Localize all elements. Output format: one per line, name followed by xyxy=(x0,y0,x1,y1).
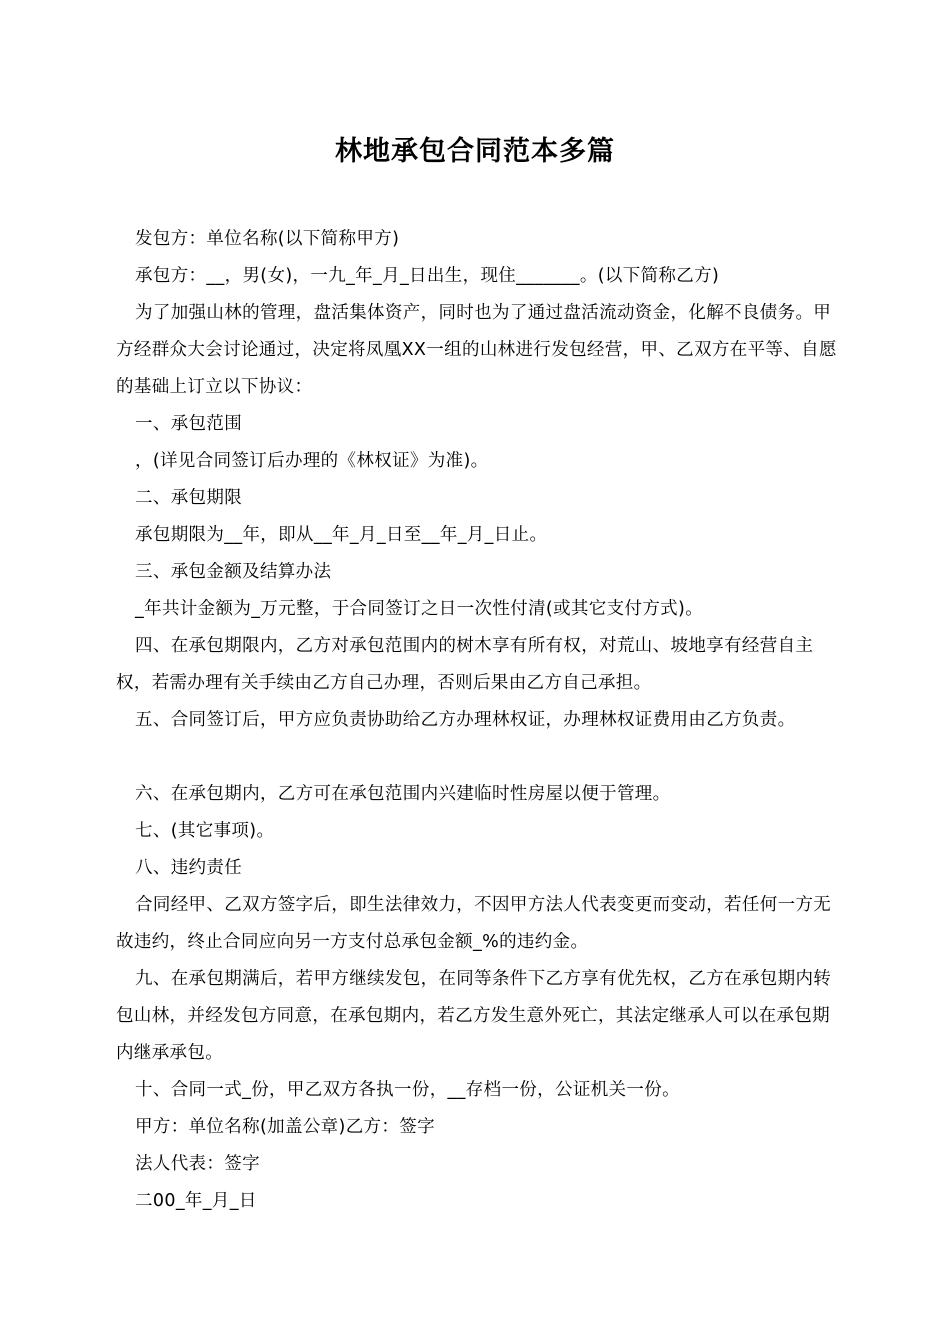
paragraph-clause-4: 四、在承包期限内，乙方对承包范围内的树木享有所有权，对荒山、坡地享有经营自主权，若需办理有关手续由乙方自己办理，否则后果由乙方自己承担。 xyxy=(116,636,814,693)
paragraph-preamble: 为了加强山林的管理，盘活集体资产，同时也为了通过盘活流动资金，化解不良债务。甲方经群众大会讨论通过，决定将凤凰XX一组的山林进行发包经营，甲、乙双方在平等、自愿的基础上订立以下协议： xyxy=(116,303,837,397)
paragraph-scope: ，(详见合同签订后办理的《林权证》为准)。 xyxy=(135,451,489,471)
paragraph-contractor: 承包方：__，男(女)，一九_年_月_日出生，现住_______。(以下简称乙方) xyxy=(135,266,720,286)
paragraph-clause-6: 六、在承包期内，乙方可在承包范围内兴建临时性房屋以便于管理。 xyxy=(135,784,671,804)
paragraph-clause-5: 五、合同签订后，甲方应负责协助给乙方办理林权证，办理林权证费用由乙方负责。 xyxy=(135,710,796,730)
document-title: 林地承包合同范本多篇 xyxy=(335,136,615,167)
paragraph-payment: _年共计金额为_万元整，于合同签订之日一次性付清(或其它支付方式)。 xyxy=(135,599,704,619)
section-heading-payment: 三、承包金额及结算办法 xyxy=(135,562,332,582)
paragraph-term: 承包期限为__年，即从__年_月_日至__年_月_日止。 xyxy=(135,525,548,545)
paragraph-liability: 合同经甲、乙双方签字后，即生法律效力，不因甲方法人代表变更而变动，若任何一方无故违约，终止合同应向另一方支付总承包金额_%的违约金。 xyxy=(116,895,832,952)
paragraph-issuer: 发包方：单位名称(以下简称甲方) xyxy=(135,229,400,249)
paragraph-clause-9: 九、在承包期满后，若甲方继续发包，在同等条件下乙方享有优先权，乙方在承包期内转包山林，并经发包方同意，在承包期内，若乙方发生意外死亡，其法定继承人可以在承包期内继承承包。 xyxy=(116,969,832,1063)
signature-parties: 甲方：单位名称(加盖公章)乙方：签字 xyxy=(135,1117,435,1137)
section-heading-liability: 八、违约责任 xyxy=(135,858,243,878)
paragraph-clause-7: 七、(其它事项)。 xyxy=(135,821,275,841)
section-heading-term: 二、承包期限 xyxy=(135,488,243,508)
signature-date: 二00_年_月_日 xyxy=(135,1191,257,1211)
signature-legal-rep: 法人代表：签字 xyxy=(135,1154,260,1174)
document-body xyxy=(116,221,844,1220)
section-heading-scope: 一、承包范围 xyxy=(135,414,243,434)
blank-line xyxy=(116,739,844,776)
paragraph-clause-10: 十、合同一式_份，甲乙双方各执一份，__存档一份，公证机关一份。 xyxy=(135,1080,680,1100)
